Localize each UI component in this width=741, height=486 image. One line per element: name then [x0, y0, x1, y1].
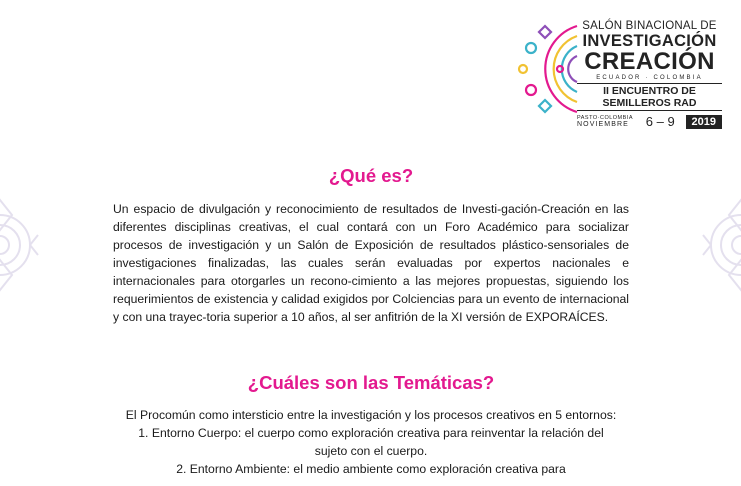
logo-text: [577, 14, 722, 129]
section-paragraph-que-es: Un espacio de divulgación y reconocimiento de resultados de Investi-gación-Creación en las diferentes disciplinas creativas, el cual contará con un Foro Académico para socializar procesos de investigación y un Salón de Exposición de resultados plástico-sensoriales de investigaciones finalizadas, las cuales serán evaluadas por expertos nacionales e internacionales para otorgarles un recono-cimiento a las mejores propuestas, siguiendo los requerimientos de existencia y calidad exigidos por Colciencias para un evento de internacional y con una trayec-toria superior a 10 años, al ser anfitrión de la XI versión de EXPORAÍCES.: [113, 202, 629, 324]
event-logo: [515, 14, 720, 132]
section-que-es: [113, 165, 629, 326]
tematicas-item-2: 2. Entorno Ambiente: el medio ambiente como exploración creativa para: [176, 462, 566, 476]
logo-line-countries: ECUADOR · COLOMBIA: [596, 75, 703, 81]
logo-mandala-icon: [515, 18, 581, 120]
tematicas-intro: El Procomún como intersticio entre la investigación y los procesos creativos en 5 entornos:: [125, 408, 617, 422]
logo-line-creacion: CREACIÓN: [584, 48, 715, 75]
logo-date-row: [577, 114, 722, 129]
mandala-decoration-left: [0, 190, 40, 300]
logo-place: PASTO·COLOMBIA: [577, 115, 634, 121]
logo-month: NOVIEMBRE: [577, 120, 629, 128]
logo-line-encuentro: II ENCUENTRO DE SEMILLEROS RAD: [577, 83, 722, 111]
logo-line-salon: SALÓN BINACIONAL DE: [582, 20, 717, 32]
section-heading-que-es: ¿Qué es?: [328, 165, 414, 186]
logo-days: 6 – 9: [645, 114, 675, 129]
logo-line-investigacion: INVESTIGACIÓN: [582, 32, 717, 50]
section-heading-tematicas: ¿Cuáles son las Temáticas?: [247, 372, 495, 393]
tematicas-item-1: 1. Entorno Cuerpo: el cuerpo como exploración creativa para reinventar la relación del sujeto con el cuerpo.: [138, 426, 604, 458]
logo-year: 2019: [686, 115, 722, 129]
section-tematicas: [113, 372, 629, 478]
mandala-decoration-right: [701, 190, 741, 300]
